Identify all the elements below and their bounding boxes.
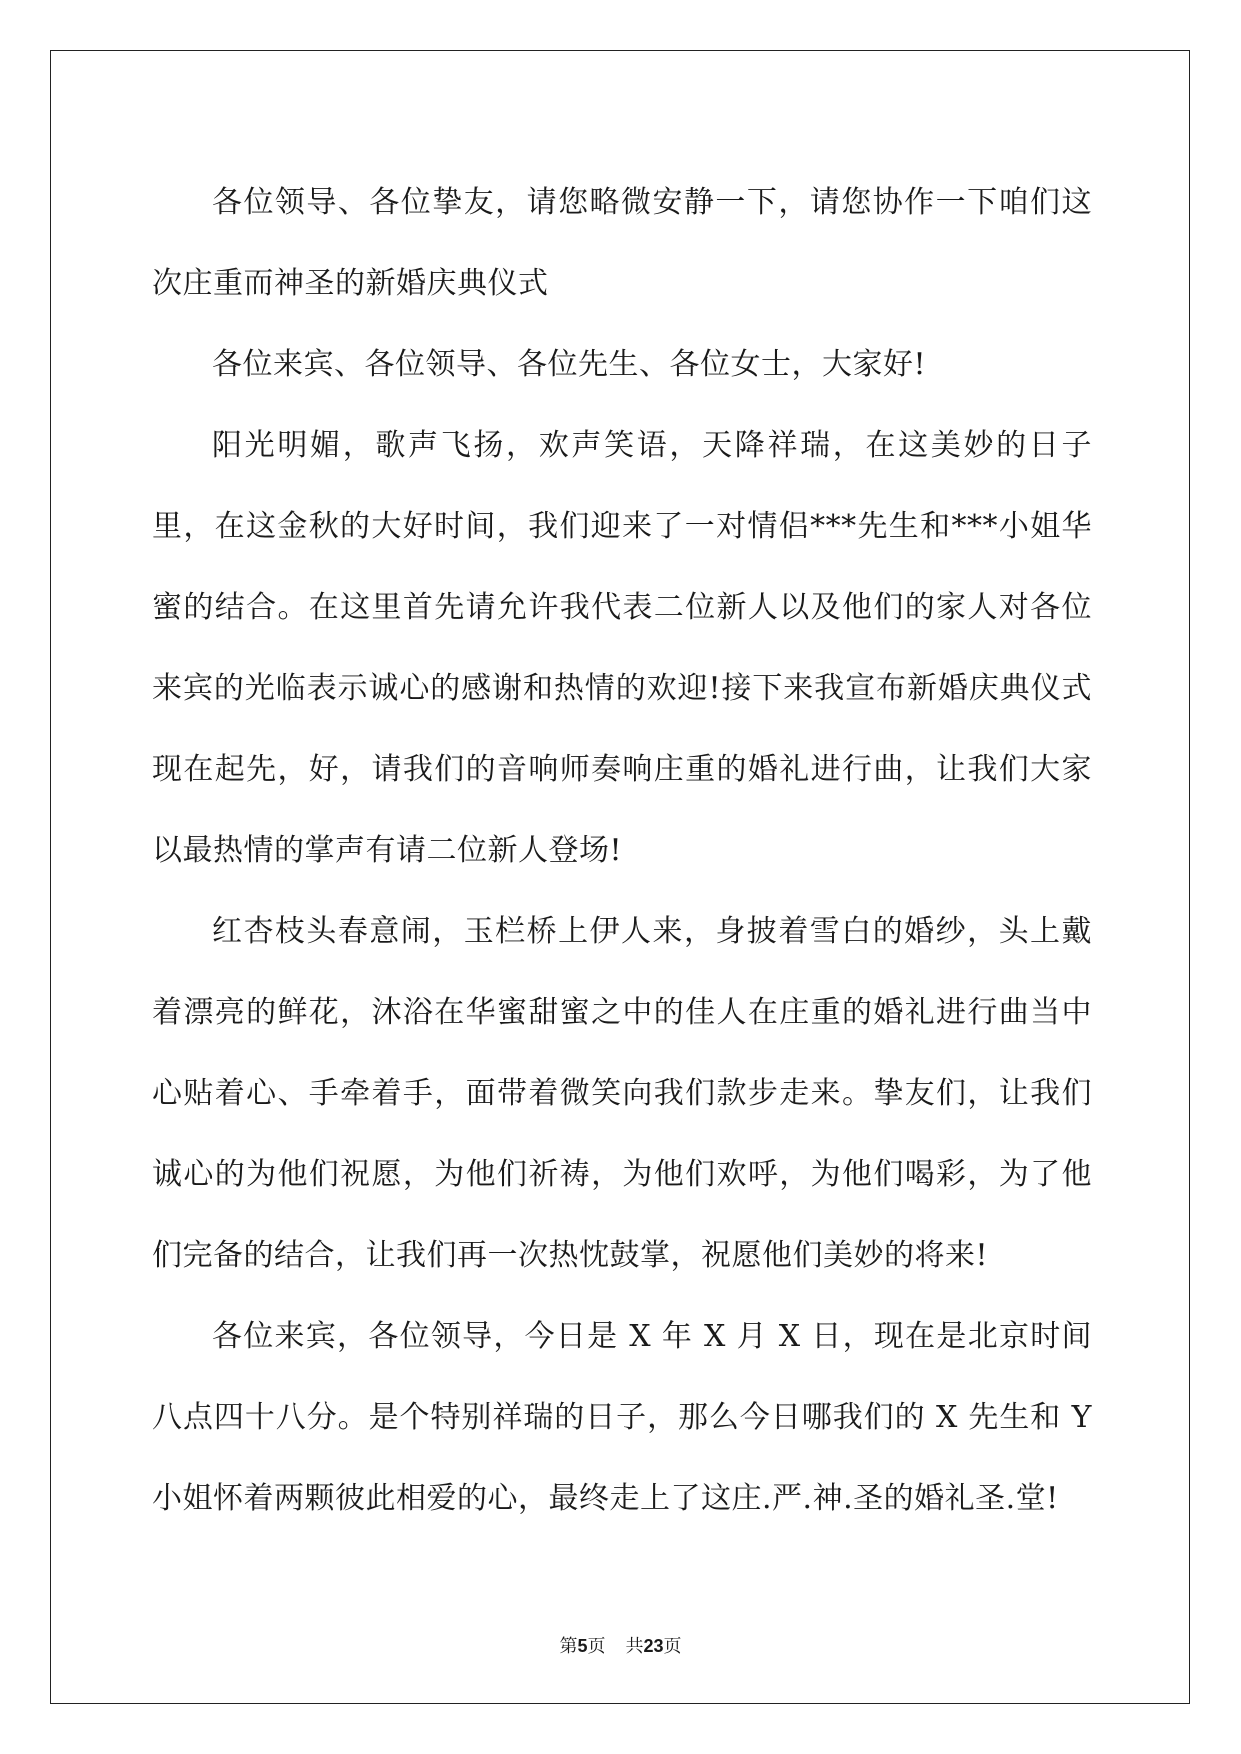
document-body — [152, 162, 1092, 1539]
paragraph: 各位来宾、各位领导、各位先生、各位女士，大家好! — [212, 347, 927, 382]
total-prefix: 共 — [625, 1636, 644, 1657]
total-page-number: 23 — [643, 1636, 664, 1656]
page-footer — [0, 1632, 1241, 1658]
page-prefix: 第 — [559, 1636, 578, 1657]
paragraph: 红杏枝头春意闹，玉栏桥上伊人来，身披着雪白的婚纱，头上戴着漂亮的鲜花，沐浴在华蜜甜蜜之中的佳人在庄重的婚礼进行曲当中心贴着心、手牵着手，面带着微笑向我们款步走来。挚友们，让我们诚心的为他们祝愿，为他们祈祷，为他们欢呼，为他们喝彩，为了他们完备的结合，让我们再一次热忱鼓掌，祝愿他们美妙的将来! — [152, 914, 1092, 1273]
paragraph: 各位来宾，各位领导，今日是 X 年 X 月 X 日，现在是北京时间八点四十八分。是个特别祥瑞的日子，那么今日哪我们的 X 先生和 Y 小姐怀着两颗彼此相爱的心，最终走上了这庄.严.神.圣的婚礼圣.堂! — [152, 1319, 1092, 1516]
page-suffix: 页 — [587, 1636, 606, 1657]
total-suffix: 页 — [663, 1636, 682, 1657]
paragraph: 阳光明媚，歌声飞扬，欢声笑语，天降祥瑞，在这美妙的日子里，在这金秋的大好时间，我们迎来了一对情侣***先生和***小姐华蜜的结合。在这里首先请允许我代表二位新人以及他们的家人对各位来宾的光临表示诚心的感谢和热情的欢迎!接下来我宣布新婚庆典仪式现在起先，好，请我们的音响师奏响庄重的婚礼进行曲，让我们大家以最热情的掌声有请二位新人登场! — [152, 428, 1092, 868]
current-page-number: 5 — [577, 1636, 588, 1656]
paragraph: 各位领导、各位挚友，请您略微安静一下，请您协作一下咱们这次庄重而神圣的新婚庆典仪式 — [152, 185, 1092, 301]
